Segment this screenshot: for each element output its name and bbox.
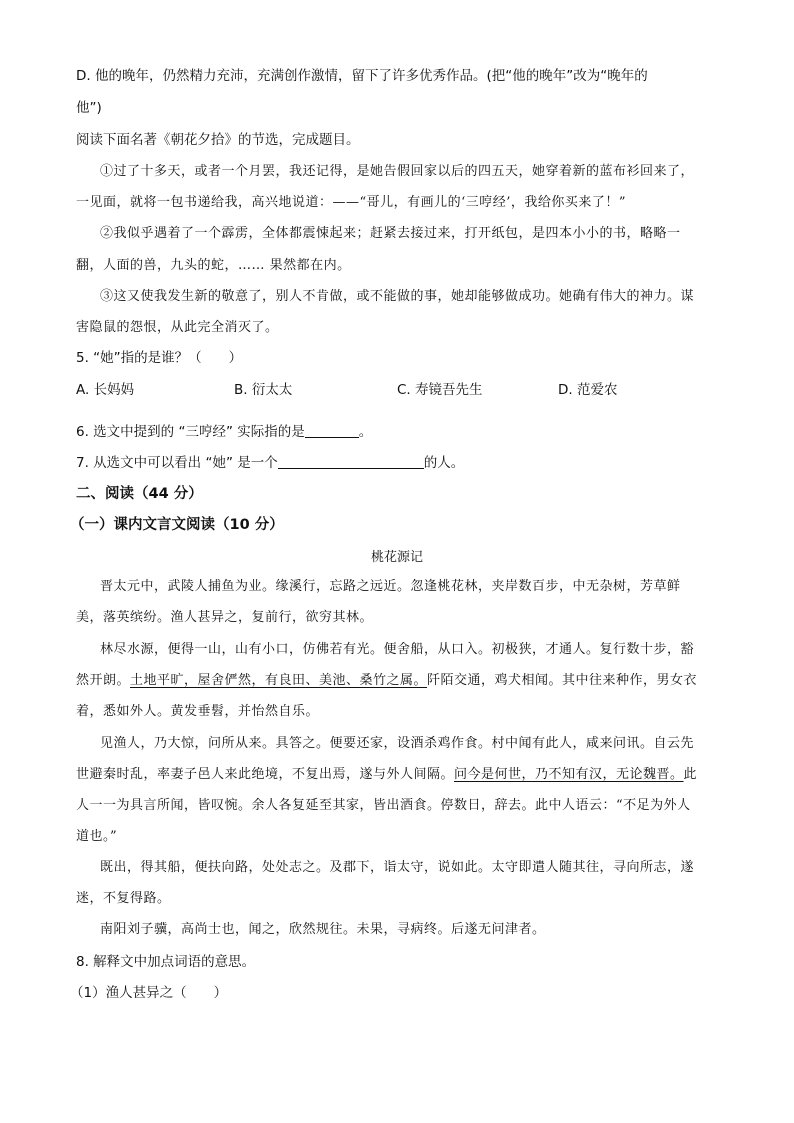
passage-p3-line-3: 人一一为具言所闻，皆叹惋。余人各复延至其家，皆出酒食。停数日，辞去。此中人语云：“不足为外人 bbox=[76, 798, 691, 813]
passage-p1-line-1: 晋太元中，武陵人捕鱼为业。缘溪行，忘路之远近。忽逢桃花林，夹岸数百步，中无杂树，芳草鲜 bbox=[100, 579, 681, 594]
q5-option-b: B. 衍太太 bbox=[234, 382, 293, 398]
p3-underlined-sentence: 问今是何世，乃不知有汉，无论魏晋。 bbox=[454, 767, 684, 782]
passage-p3-line-1: 见渔人，乃大惊，问所从来。具答之。便要还家，设酒杀鸡作食。村中闻有此人，咸来问讯。自云先 bbox=[100, 736, 695, 751]
question-8: 8. 解释文中加点词语的意思。 bbox=[76, 954, 256, 970]
excerpt-para-2-line-2: 翻，人面的兽，九头的蛇，…… 果然都在内。 bbox=[76, 258, 351, 273]
q5-option-a: A. 长妈妈 bbox=[76, 382, 135, 398]
passage-p1-line-2: 美，落英缤纷。渔人甚异之，复前行，欲穷其林。 bbox=[76, 610, 374, 625]
q7-end: 的人。 bbox=[423, 455, 465, 471]
excerpt-para-1-line-1: ①过了十多天，或者一个月罢，我还记得，是她告假回家以后的四五天，她穿着新的蓝布衫回来了， bbox=[100, 164, 695, 179]
section-2-1-heading: （一）课内文言文阅读（10 分） bbox=[70, 517, 284, 533]
question-8-1: （1）渔人甚异之（ ） bbox=[70, 985, 228, 1001]
q5-option-c: C. 寿镜吾先生 bbox=[397, 382, 483, 398]
question-7 bbox=[76, 453, 464, 473]
passage-p5-line-1: 南阳刘子骥，高尚士也，闻之，欣然规往。未果，寻病终。后遂无问津者。 bbox=[100, 922, 546, 937]
p3-text-after: 此 bbox=[683, 767, 698, 782]
reading-instruction: 阅读下面名著《朝花夕拾》的节选，完成题目。 bbox=[76, 132, 360, 148]
q6-text: 6. 选文中提到的 “三哼经” 实际指的是 bbox=[76, 424, 305, 440]
passage-p4-line-2: 迷，不复得路。 bbox=[76, 891, 171, 906]
p3-text-before: 世避秦时乱，率妻子邑人来此绝境，不复出焉，遂与外人间隔。 bbox=[76, 767, 455, 782]
excerpt-para-2-line-1: ②我似乎遇着了一个霹雳，全体都震悚起来；赶紧去接过来，打开纸包，是四本小小的书，略略一 bbox=[100, 226, 681, 241]
passage-p2-line-2 bbox=[76, 671, 697, 691]
p2-underlined-sentence: 土地平旷，屋舍俨然，有良田、美池、桑竹之属。 bbox=[130, 673, 428, 688]
passage-title: 桃花源记 bbox=[370, 550, 423, 565]
question-5: 5. “她”指的是谁？（ ） bbox=[76, 350, 243, 366]
excerpt-para-3-line-1: ③这又使我发生新的敬意了，别人不肯做，或不能做的事，她却能够做成功。她确有伟大的神力。谋 bbox=[100, 289, 695, 304]
p2-text-after: 阡陌交通，鸡犬相闻。其中往来种作，男女衣 bbox=[427, 673, 698, 688]
p2-text-before: 然开朗。 bbox=[76, 673, 131, 688]
passage-p3-line-4: 道也。” bbox=[76, 829, 118, 844]
q6-answer-blank[interactable] bbox=[305, 423, 359, 438]
excerpt-para-3-line-2: 害隐鼠的怨恨，从此完全消灭了。 bbox=[76, 320, 279, 335]
option-d-line-1: D. 他的晚年，仍然精力充沛，充满创作激情，留下了许多优秀作品。(把“他的晚年”改为“晚年的 bbox=[76, 68, 648, 84]
q7-text: 7. 从选文中可以看出 “她” 是一个 bbox=[76, 455, 278, 471]
passage-p2-line-3: 着，悉如外人。黄发垂髫，并怡然自乐。 bbox=[76, 704, 320, 719]
question-6 bbox=[76, 422, 372, 442]
section-2-heading: 二、阅读（44 分） bbox=[76, 486, 203, 502]
q6-end: 。 bbox=[358, 424, 373, 440]
passage-p2-line-1: 林尽水源，便得一山，山有小口，仿佛若有光。便舍船，从口入。初极狭，才通人。复行数十步，豁 bbox=[100, 642, 695, 657]
passage-p3-line-2 bbox=[76, 765, 697, 785]
passage-p4-line-1: 既出，得其船，便扶向路，处处志之。及郡下，诣太守，说如此。太守即遣人随其往，寻向所志，遂 bbox=[100, 860, 695, 875]
q7-answer-blank[interactable] bbox=[278, 454, 424, 469]
excerpt-para-1-line-2: 一见面，就将一包书递给我，高兴地说道：——“哥儿，有画儿的‘三哼经’，我给你买来了！” bbox=[76, 195, 627, 210]
q5-option-d: D. 范爱农 bbox=[558, 382, 618, 398]
option-d-line-2: 他”) bbox=[76, 100, 102, 116]
